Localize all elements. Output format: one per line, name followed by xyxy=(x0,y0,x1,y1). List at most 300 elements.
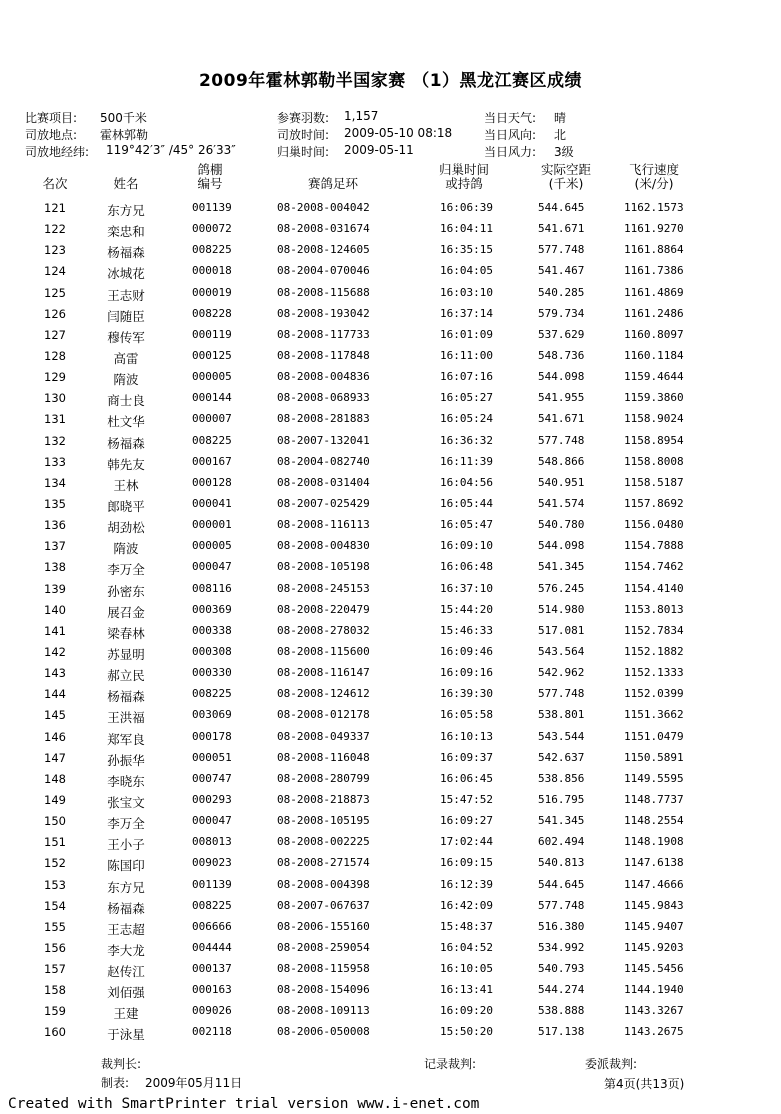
table-row xyxy=(0,494,781,515)
table-row xyxy=(0,240,781,261)
time-cell: 16:09:20 xyxy=(440,1004,493,1018)
loft-cell: 000005 xyxy=(192,370,232,384)
ring-cell: 08-2007-067637 xyxy=(277,898,370,912)
speed-cell: 1144.1940 xyxy=(624,983,684,997)
distance-cell: 538.888 xyxy=(538,1004,585,1018)
rank-cell: 149 xyxy=(44,792,66,807)
name-cell: 赵传江 xyxy=(107,964,145,980)
name-cell: 李万全 xyxy=(107,816,145,832)
table-row xyxy=(0,748,781,769)
loft-cell: 008225 xyxy=(192,898,232,912)
distance-cell: 543.544 xyxy=(538,729,585,743)
time-cell: 16:03:10 xyxy=(440,285,493,299)
name-cell: 王志超 xyxy=(107,921,145,937)
distance-cell: 548.736 xyxy=(538,348,585,362)
time-cell: 16:10:13 xyxy=(440,729,493,743)
loft-cell: 008013 xyxy=(192,835,232,849)
time-cell: 15:48:37 xyxy=(440,919,493,933)
table-row xyxy=(0,452,781,473)
speed-cell: 1147.4666 xyxy=(624,877,684,891)
time-cell: 16:10:05 xyxy=(440,962,493,976)
time-cell: 16:09:10 xyxy=(440,539,493,553)
speed-cell: 1161.2486 xyxy=(624,306,684,320)
table-row xyxy=(0,663,781,684)
distance-cell: 544.274 xyxy=(538,983,585,997)
ring-cell: 08-2008-004830 xyxy=(277,539,370,553)
ring-cell: 08-2008-124612 xyxy=(277,687,370,701)
recorder-label: 记录裁判: xyxy=(424,1057,477,1071)
table-row xyxy=(0,346,781,367)
distance-cell: 540.951 xyxy=(538,475,585,489)
loft-cell: 000747 xyxy=(192,771,232,785)
name-cell: 胡劲松 xyxy=(107,520,145,536)
release-place-value: 霍林郭勒 xyxy=(100,128,149,142)
release-time-value: 2009-05-10 08:18 xyxy=(344,126,453,140)
loft-cell: 000144 xyxy=(192,391,232,405)
name-cell: 郑军良 xyxy=(107,731,145,747)
rank-cell: 152 xyxy=(44,856,66,871)
rank-cell: 158 xyxy=(44,983,66,998)
table-row xyxy=(0,705,781,726)
return-time-label: 归巢时间: xyxy=(277,145,330,159)
rank-cell: 121 xyxy=(44,201,66,215)
loft-cell: 002118 xyxy=(192,1025,232,1039)
name-cell: 陈国印 xyxy=(107,858,145,874)
time-cell: 16:36:32 xyxy=(440,433,493,447)
ring-cell: 08-2008-115600 xyxy=(277,644,370,658)
name-cell: 王志财 xyxy=(107,287,145,303)
loft-cell: 001139 xyxy=(192,201,232,214)
loft-cell: 000330 xyxy=(192,666,232,680)
loft-cell: 000338 xyxy=(192,623,232,637)
distance-cell: 577.748 xyxy=(538,433,585,447)
header-distance-line2: (千米) xyxy=(548,176,584,191)
loft-cell: 000119 xyxy=(192,327,232,341)
speed-cell: 1157.8692 xyxy=(624,496,684,510)
header-loft-line2: 编号 xyxy=(197,176,223,191)
table-row xyxy=(0,283,781,304)
loft-cell: 004444 xyxy=(192,940,232,954)
distance-cell: 541.955 xyxy=(538,391,585,405)
release-time-label: 司放时间: xyxy=(277,128,330,142)
distance-cell: 540.285 xyxy=(538,285,585,299)
loft-cell: 000007 xyxy=(192,412,232,426)
loft-cell: 009023 xyxy=(192,856,232,870)
distance-cell: 541.345 xyxy=(538,560,585,574)
rank-cell: 130 xyxy=(44,391,66,406)
header-rank: 名次 xyxy=(42,176,68,191)
rank-cell: 131 xyxy=(44,412,66,427)
ring-cell: 08-2008-259054 xyxy=(277,940,370,954)
distance-cell: 517.081 xyxy=(538,623,585,637)
time-cell: 16:05:47 xyxy=(440,518,493,532)
ring-cell: 08-2008-193042 xyxy=(277,306,370,320)
time-cell: 16:04:52 xyxy=(440,940,493,954)
table-row xyxy=(0,621,781,642)
time-cell: 15:47:52 xyxy=(440,792,493,806)
ring-cell: 08-2006-155160 xyxy=(277,919,370,933)
ring-cell: 08-2008-245153 xyxy=(277,581,370,595)
distance-cell: 516.380 xyxy=(538,919,585,933)
speed-cell: 1148.2554 xyxy=(624,814,684,828)
name-cell: 杨福森 xyxy=(107,245,145,261)
referee-label: 裁判长: xyxy=(101,1057,142,1071)
table-row xyxy=(0,832,781,853)
ring-cell: 08-2008-281883 xyxy=(277,412,370,426)
time-cell: 16:04:56 xyxy=(440,475,493,489)
name-cell: 张宝文 xyxy=(107,794,145,810)
table-row xyxy=(0,790,781,811)
release-place-label: 司放地点: xyxy=(25,128,78,142)
loft-cell: 000137 xyxy=(192,962,232,976)
table-row xyxy=(0,304,781,325)
loft-cell: 000072 xyxy=(192,222,232,236)
table-row xyxy=(0,727,781,748)
rank-cell: 122 xyxy=(44,222,66,237)
ring-cell: 08-2008-124605 xyxy=(277,243,370,257)
distance-cell: 576.245 xyxy=(538,581,585,595)
distance-cell: 541.345 xyxy=(538,814,585,828)
rank-cell: 132 xyxy=(44,433,66,448)
table-row xyxy=(0,811,781,832)
header-time-line2: 或持鸽 xyxy=(445,176,483,191)
name-cell: 杨福森 xyxy=(107,689,145,705)
header-ring: 赛鸽足环 xyxy=(307,176,358,191)
ring-cell: 08-2008-116147 xyxy=(277,666,370,680)
results-table xyxy=(0,198,781,1044)
distance-cell: 541.671 xyxy=(538,412,585,426)
ring-cell: 08-2008-280799 xyxy=(277,771,370,785)
speed-cell: 1148.1908 xyxy=(624,835,684,849)
header-distance-line1: 实际空距 xyxy=(540,162,591,177)
name-cell: 孙密东 xyxy=(107,583,145,599)
speed-cell: 1160.1184 xyxy=(624,348,684,362)
name-cell: 东方兄 xyxy=(107,203,145,218)
header-speed-line2: (米/分) xyxy=(634,176,674,191)
loft-cell: 000051 xyxy=(192,750,232,764)
rank-cell: 123 xyxy=(44,243,66,258)
rank-cell: 148 xyxy=(44,771,66,786)
rank-cell: 136 xyxy=(44,518,66,533)
loft-cell: 000125 xyxy=(192,348,232,362)
ring-cell: 08-2008-154096 xyxy=(277,983,370,997)
time-cell: 16:39:30 xyxy=(440,687,493,701)
table-row xyxy=(0,896,781,917)
time-cell: 15:46:33 xyxy=(440,623,493,637)
loft-cell: 008225 xyxy=(192,243,232,257)
name-cell: 郝立民 xyxy=(107,668,145,684)
name-cell: 展召金 xyxy=(107,604,145,620)
count-value: 1,157 xyxy=(344,109,379,123)
time-cell: 16:42:09 xyxy=(440,898,493,912)
loft-cell: 006666 xyxy=(192,919,232,933)
header-speed-line1: 飞行速度 xyxy=(628,162,679,177)
rank-cell: 135 xyxy=(44,496,66,511)
table-row xyxy=(0,1022,781,1043)
ring-cell: 08-2008-117733 xyxy=(277,327,370,341)
loft-cell: 000369 xyxy=(192,602,232,616)
table-row xyxy=(0,875,781,896)
name-cell: 王建 xyxy=(113,1006,139,1022)
name-cell: 刘佰强 xyxy=(107,985,145,1001)
distance-cell: 534.992 xyxy=(538,940,585,954)
table-row xyxy=(0,684,781,705)
wind-force-label: 当日风力: xyxy=(484,145,537,159)
loft-cell: 008116 xyxy=(192,581,232,595)
rank-cell: 153 xyxy=(44,877,66,892)
table-row xyxy=(0,557,781,578)
name-cell: 梁春林 xyxy=(107,625,145,641)
rank-cell: 126 xyxy=(44,306,66,321)
time-cell: 16:09:37 xyxy=(440,750,493,764)
speed-cell: 1158.5187 xyxy=(624,475,684,489)
time-cell: 16:13:41 xyxy=(440,983,493,997)
name-cell: 王洪福 xyxy=(107,710,145,726)
time-cell: 16:05:27 xyxy=(440,391,493,405)
return-time-value: 2009-05-11 xyxy=(344,143,414,157)
time-cell: 16:11:00 xyxy=(440,348,493,362)
loft-cell: 000308 xyxy=(192,644,232,658)
loft-cell: 001139 xyxy=(192,877,232,891)
speed-cell: 1152.7834 xyxy=(624,623,684,637)
time-cell: 16:06:45 xyxy=(440,771,493,785)
table-row xyxy=(0,642,781,663)
rank-cell: 160 xyxy=(44,1025,66,1040)
table-row xyxy=(0,853,781,874)
ring-cell: 08-2008-115958 xyxy=(277,962,370,976)
name-cell: 闫随臣 xyxy=(107,308,145,324)
event-label: 比赛项目: xyxy=(25,111,78,125)
trial-watermark: Created with SmartPrinter trial version www.i-enet.com xyxy=(8,1096,480,1112)
table-row xyxy=(0,409,781,430)
header-distance xyxy=(530,163,602,191)
time-cell: 16:09:15 xyxy=(440,856,493,870)
distance-cell: 544.645 xyxy=(538,877,585,891)
speed-cell: 1143.3267 xyxy=(624,1004,684,1018)
rank-cell: 125 xyxy=(44,285,66,300)
rank-cell: 134 xyxy=(44,475,66,490)
table-row xyxy=(0,959,781,980)
distance-cell: 540.780 xyxy=(538,518,585,532)
ring-cell: 08-2008-004042 xyxy=(277,201,370,214)
table-row xyxy=(0,579,781,600)
table-row xyxy=(0,515,781,536)
ring-cell: 08-2008-278032 xyxy=(277,623,370,637)
ring-cell: 08-2008-115688 xyxy=(277,285,370,299)
table-row xyxy=(0,219,781,240)
speed-cell: 1151.3662 xyxy=(624,708,684,722)
speed-cell: 1145.9203 xyxy=(624,940,684,954)
speed-cell: 1158.9024 xyxy=(624,412,684,426)
ring-cell: 08-2008-105195 xyxy=(277,814,370,828)
rank-cell: 133 xyxy=(44,454,66,469)
name-cell: 冰城花 xyxy=(107,266,145,282)
time-cell: 15:44:20 xyxy=(440,602,493,616)
table-row xyxy=(0,917,781,938)
ring-cell: 08-2008-218873 xyxy=(277,792,370,806)
loft-cell: 009026 xyxy=(192,1004,232,1018)
speed-cell: 1145.9407 xyxy=(624,919,684,933)
loft-cell: 003069 xyxy=(192,708,232,722)
name-cell: 穆传军 xyxy=(107,329,145,345)
page-title: 2009年霍林郭勒半国家赛 （1）黑龙江赛区成绩 xyxy=(198,71,583,91)
time-cell: 16:04:11 xyxy=(440,222,493,236)
weather-label: 当日天气: xyxy=(484,111,537,125)
ring-cell: 08-2008-049337 xyxy=(277,729,370,743)
header-time-line1: 归巢时间 xyxy=(438,162,489,177)
distance-cell: 602.494 xyxy=(538,835,585,849)
distance-cell: 517.138 xyxy=(538,1025,585,1039)
table-row xyxy=(0,600,781,621)
rank-cell: 154 xyxy=(44,898,66,913)
rank-cell: 145 xyxy=(44,708,66,723)
speed-cell: 1145.5456 xyxy=(624,962,684,976)
loft-cell: 000019 xyxy=(192,285,232,299)
name-cell: 隋波 xyxy=(113,372,139,388)
speed-cell: 1159.4644 xyxy=(624,370,684,384)
speed-cell: 1143.2675 xyxy=(624,1025,684,1039)
loft-cell: 000128 xyxy=(192,475,232,489)
name-cell: 李万全 xyxy=(107,562,145,578)
distance-cell: 542.637 xyxy=(538,750,585,764)
table-row xyxy=(0,261,781,282)
ring-cell: 08-2006-050008 xyxy=(277,1025,370,1039)
ring-cell: 08-2008-002225 xyxy=(277,835,370,849)
speed-cell: 1154.7462 xyxy=(624,560,684,574)
rank-cell: 155 xyxy=(44,919,66,934)
ring-cell: 08-2008-012178 xyxy=(277,708,370,722)
distance-cell: 541.671 xyxy=(538,222,585,236)
time-cell: 16:09:46 xyxy=(440,644,493,658)
speed-cell: 1152.0399 xyxy=(624,687,684,701)
name-cell: 韩先友 xyxy=(107,456,145,472)
speed-cell: 1149.5595 xyxy=(624,771,684,785)
loft-cell: 008225 xyxy=(192,433,232,447)
ring-cell: 08-2008-117848 xyxy=(277,348,370,362)
name-cell: 高雷 xyxy=(113,350,139,366)
distance-cell: 577.748 xyxy=(538,687,585,701)
event-value: 500千米 xyxy=(100,111,147,125)
name-cell: 杜文华 xyxy=(107,414,145,430)
loft-cell: 000018 xyxy=(192,264,232,278)
header-speed xyxy=(614,163,694,191)
distance-cell: 537.629 xyxy=(538,327,585,341)
ring-cell: 08-2008-116048 xyxy=(277,750,370,764)
table-row xyxy=(0,536,781,557)
delegate-label: 委派裁判: xyxy=(585,1057,638,1071)
table-row xyxy=(0,980,781,1001)
name-cell: 杨福森 xyxy=(107,900,145,916)
distance-cell: 516.795 xyxy=(538,792,585,806)
ring-cell: 08-2004-082740 xyxy=(277,454,370,468)
loft-cell: 000293 xyxy=(192,792,232,806)
distance-cell: 544.098 xyxy=(538,539,585,553)
rank-cell: 138 xyxy=(44,560,66,575)
loft-cell: 000178 xyxy=(192,729,232,743)
time-cell: 16:09:27 xyxy=(440,814,493,828)
rank-cell: 146 xyxy=(44,729,66,744)
count-label: 参赛羽数: xyxy=(277,111,330,125)
speed-cell: 1148.7737 xyxy=(624,792,684,806)
distance-cell: 577.748 xyxy=(538,243,585,257)
ring-cell: 08-2008-116113 xyxy=(277,518,370,532)
wind-direction-label: 当日风向: xyxy=(484,128,537,142)
distance-cell: 540.813 xyxy=(538,856,585,870)
ring-cell: 08-2007-132041 xyxy=(277,433,370,447)
distance-cell: 541.467 xyxy=(538,264,585,278)
time-cell: 16:04:05 xyxy=(440,264,493,278)
rank-cell: 127 xyxy=(44,327,66,342)
header-time xyxy=(428,163,500,191)
rank-cell: 142 xyxy=(44,644,66,659)
table-row xyxy=(0,938,781,959)
name-cell: 商士良 xyxy=(107,393,145,409)
speed-cell: 1159.3860 xyxy=(624,391,684,405)
distance-cell: 577.748 xyxy=(538,898,585,912)
speed-cell: 1150.5891 xyxy=(624,750,684,764)
speed-cell: 1152.1333 xyxy=(624,666,684,680)
table-row xyxy=(0,1001,781,1022)
wind-force-value: 3级 xyxy=(554,145,574,159)
rank-cell: 157 xyxy=(44,962,66,977)
loft-cell: 000163 xyxy=(192,983,232,997)
ring-cell: 08-2008-068933 xyxy=(277,391,370,405)
ring-cell: 08-2008-031404 xyxy=(277,475,370,489)
time-cell: 16:07:16 xyxy=(440,370,493,384)
table-row xyxy=(0,367,781,388)
rank-cell: 143 xyxy=(44,666,66,681)
name-cell: 李大龙 xyxy=(107,942,145,958)
time-cell: 16:37:14 xyxy=(440,306,493,320)
loft-cell: 008225 xyxy=(192,687,232,701)
ring-cell: 08-2008-031674 xyxy=(277,222,370,236)
rank-cell: 128 xyxy=(44,348,66,363)
header-loft-line1: 鸽棚 xyxy=(197,162,223,177)
speed-cell: 1154.7888 xyxy=(624,539,684,553)
name-cell: 郎晓平 xyxy=(107,498,145,514)
table-row xyxy=(0,198,781,219)
name-cell: 苏显明 xyxy=(107,646,145,662)
time-cell: 16:05:44 xyxy=(440,496,493,510)
time-cell: 16:37:10 xyxy=(440,581,493,595)
rank-cell: 140 xyxy=(44,602,66,617)
name-cell: 于泳星 xyxy=(107,1027,145,1043)
time-cell: 16:06:48 xyxy=(440,560,493,574)
weather-value: 晴 xyxy=(554,111,567,125)
rank-cell: 139 xyxy=(44,581,66,596)
distance-cell: 538.801 xyxy=(538,708,585,722)
time-cell: 16:12:39 xyxy=(440,877,493,891)
loft-cell: 000047 xyxy=(192,560,232,574)
rank-cell: 147 xyxy=(44,750,66,765)
name-cell: 栾忠和 xyxy=(107,224,145,240)
distance-cell: 542.962 xyxy=(538,666,585,680)
loft-cell: 000047 xyxy=(192,814,232,828)
ring-cell: 08-2007-025429 xyxy=(277,496,370,510)
table-row xyxy=(0,769,781,790)
table-row xyxy=(0,388,781,409)
speed-cell: 1145.9843 xyxy=(624,898,684,912)
rank-cell: 144 xyxy=(44,687,66,702)
speed-cell: 1154.4140 xyxy=(624,581,684,595)
rank-cell: 156 xyxy=(44,940,66,955)
table-row xyxy=(0,431,781,452)
speed-cell: 1158.8954 xyxy=(624,433,684,447)
time-cell: 16:11:39 xyxy=(440,454,493,468)
rank-cell: 150 xyxy=(44,814,66,829)
speed-cell: 1152.1882 xyxy=(624,644,684,658)
table-row xyxy=(0,325,781,346)
